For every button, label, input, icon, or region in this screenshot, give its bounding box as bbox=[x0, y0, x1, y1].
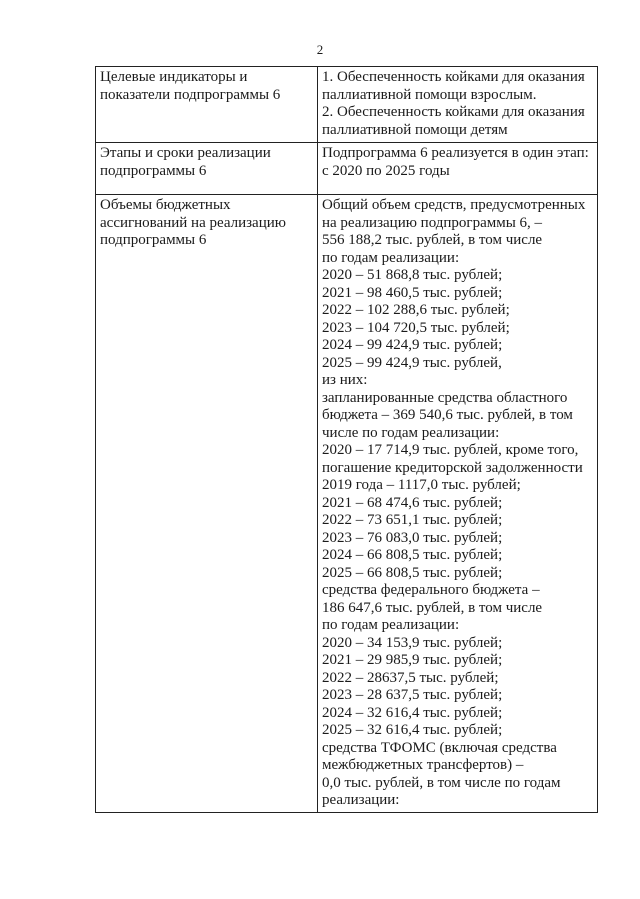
value-line: 2020 – 51 868,8 тыс. рублей; bbox=[322, 267, 503, 283]
row-label-cell bbox=[96, 67, 318, 143]
value-line: числе по годам реализации: bbox=[322, 424, 500, 441]
value-line: межбюджетных трансфертов) – bbox=[322, 757, 524, 773]
value-line: 2025 – 99 424,9 тыс. рублей, bbox=[322, 354, 502, 371]
value-line: 2024 – 99 424,9 тыс. рублей; bbox=[322, 337, 503, 353]
row-value-cell bbox=[318, 195, 598, 813]
value-line: 186 647,6 тыс. рублей, в том числе bbox=[322, 599, 543, 616]
value-line: 2024 – 66 808,5 тыс. рублей; bbox=[322, 547, 503, 563]
value-line: Подпрограмма 6 реализуется в один этап: bbox=[322, 145, 589, 161]
value-line: 2023 – 104 720,5 тыс. рублей; bbox=[322, 319, 510, 336]
value-line: по годам реализации: bbox=[322, 249, 460, 266]
value-line: 2019 года – 1117,0 тыс. рублей; bbox=[322, 477, 521, 493]
value-line: 2021 – 29 985,9 тыс. рублей; bbox=[322, 652, 503, 668]
value-line: 2021 – 98 460,5 тыс. рублей; bbox=[322, 284, 503, 301]
value-line: 2021 – 68 474,6 тыс. рублей; bbox=[322, 494, 503, 511]
value-line: запланированные средства областного bbox=[322, 389, 568, 406]
table-row bbox=[96, 195, 598, 813]
value-line: из них: bbox=[322, 372, 368, 388]
page-number: 2 bbox=[316, 42, 324, 57]
value-line: на реализацию подпрограммы 6, – bbox=[322, 214, 543, 231]
row-label: Объемы бюджетных ассигнований на реализацию подпрограммы 6 bbox=[100, 197, 286, 248]
value-line: бюджета – 369 540,6 тыс. рублей, в том bbox=[322, 407, 573, 423]
table-row bbox=[96, 143, 598, 195]
value-line: паллиативной помощи детям bbox=[322, 121, 508, 138]
value-line: 2022 – 28637,5 тыс. рублей; bbox=[322, 669, 499, 686]
value-line: 1. Обеспеченность койками для оказания bbox=[322, 69, 585, 85]
value-line: паллиативной помощи взрослым. bbox=[322, 86, 537, 103]
value-line: 2020 – 17 714,9 тыс. рублей, кроме того, bbox=[322, 442, 579, 458]
row-value-cell bbox=[318, 143, 598, 195]
value-line: 556 188,2 тыс. рублей, в том числе bbox=[322, 232, 543, 248]
value-line: 2. Обеспеченность койками для оказания bbox=[322, 104, 585, 120]
row-label: Целевые индикаторы и показатели подпрограммы 6 bbox=[100, 69, 281, 103]
value-line: средства федерального бюджета – bbox=[322, 582, 540, 598]
value-line: средства ТФОМС (включая средства bbox=[322, 739, 557, 756]
value-line: 2024 – 32 616,4 тыс. рублей; bbox=[322, 704, 503, 721]
row-label-cell bbox=[96, 195, 318, 813]
table-row bbox=[96, 67, 598, 143]
row-value-cell bbox=[318, 67, 598, 143]
value-line: погашение кредиторской задолженности bbox=[322, 459, 583, 476]
value-line: 2025 – 66 808,5 тыс. рублей; bbox=[322, 564, 503, 581]
value-line: 2022 – 102 288,6 тыс. рублей; bbox=[322, 302, 510, 318]
value-line: 2023 – 76 083,0 тыс. рублей; bbox=[322, 529, 503, 546]
value-line: 0,0 тыс. рублей, в том числе по годам bbox=[322, 774, 561, 791]
value-line: 2023 – 28 637,5 тыс. рублей; bbox=[322, 687, 503, 703]
value-line: по годам реализации: bbox=[322, 617, 460, 633]
row-label-cell bbox=[96, 143, 318, 195]
value-line: с 2020 по 2025 годы bbox=[322, 162, 450, 179]
row-label: Этапы и сроки реализации подпрограммы 6 bbox=[100, 145, 271, 179]
value-line: 2025 – 32 616,4 тыс. рублей; bbox=[322, 722, 503, 738]
subprogram-passport-table bbox=[95, 66, 598, 813]
value-line: 2022 – 73 651,1 тыс. рублей; bbox=[322, 512, 503, 528]
value-line: Общий объем средств, предусмотренных bbox=[322, 197, 586, 213]
value-line: 2020 – 34 153,9 тыс. рублей; bbox=[322, 634, 503, 651]
value-line: реализации: bbox=[322, 792, 400, 808]
